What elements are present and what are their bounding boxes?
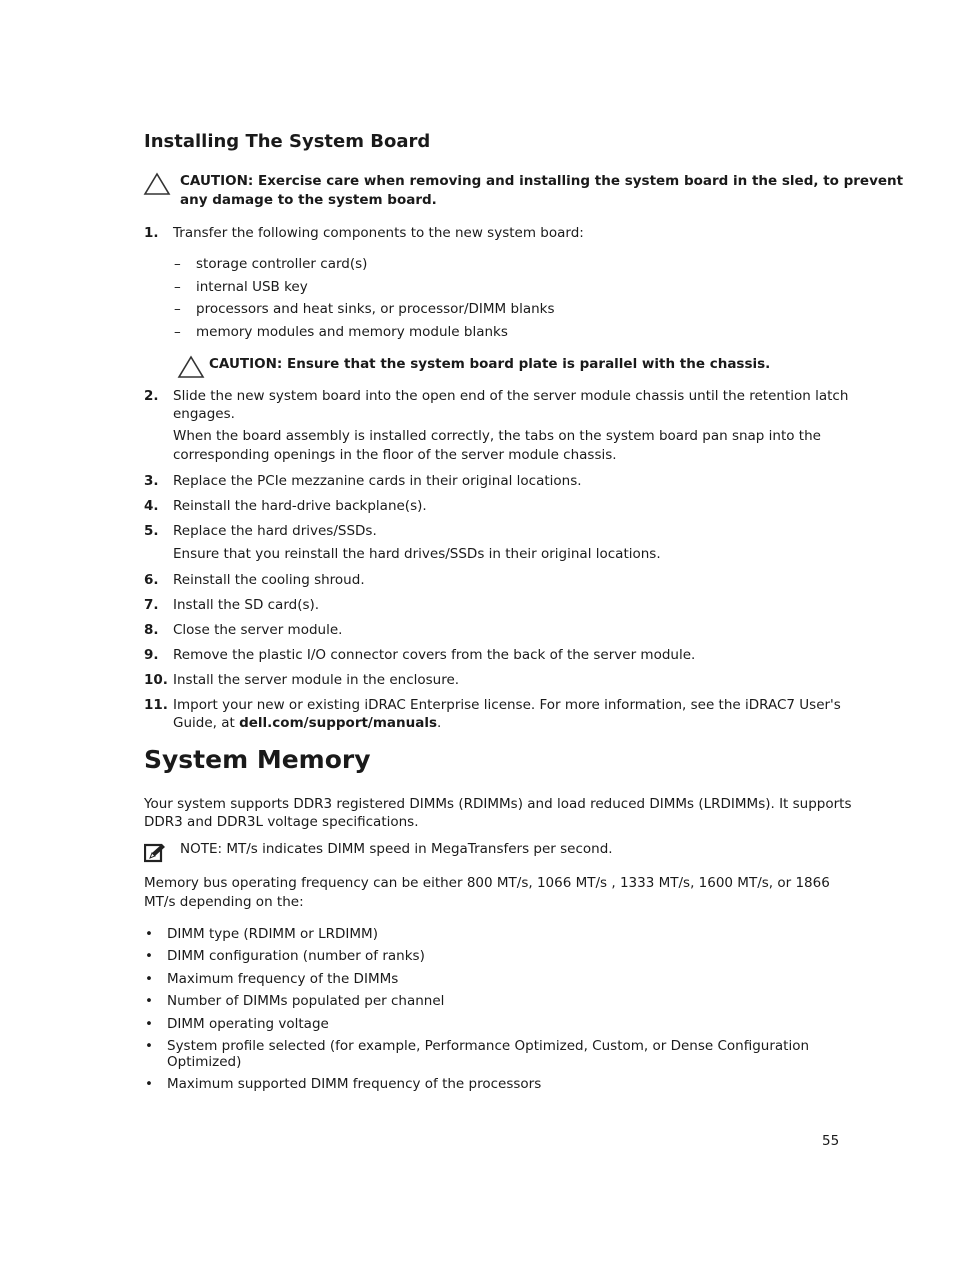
step-text: Reinstall the cooling shroud. bbox=[173, 572, 365, 588]
caution-triangle-icon bbox=[143, 172, 171, 196]
caution-triangle-icon bbox=[177, 355, 205, 379]
dash-marker: – bbox=[174, 301, 181, 317]
factor-item: Number of DIMMs populated per channel bbox=[167, 993, 445, 1009]
pencil-note-icon bbox=[144, 843, 166, 863]
note-line bbox=[180, 840, 613, 858]
chapter-heading: System Memory bbox=[144, 745, 371, 774]
bullet-marker: • bbox=[145, 948, 153, 964]
bullet-marker: • bbox=[145, 1076, 153, 1092]
note-label: NOTE: bbox=[180, 841, 223, 857]
bullet-marker: • bbox=[145, 993, 153, 1009]
step-number: 6. bbox=[144, 572, 159, 588]
step-text-prefix: Guide, at bbox=[173, 715, 240, 731]
caution-line-1: CAUTION: Exercise care when removing and installing the system board in the sled, to prevent bbox=[180, 173, 904, 189]
component-item: internal USB key bbox=[196, 279, 308, 295]
bullet-marker: • bbox=[145, 971, 153, 987]
step-number: 4. bbox=[144, 498, 159, 514]
factor-item: Maximum supported DIMM frequency of the processors bbox=[167, 1076, 542, 1092]
frequency-text: MT/s depending on the: bbox=[144, 894, 304, 910]
step-number: 7. bbox=[144, 597, 159, 613]
step-text: Replace the hard drives/SSDs. bbox=[173, 523, 377, 539]
dash-marker: – bbox=[174, 256, 181, 272]
step-number: 1. bbox=[144, 225, 159, 241]
dash-marker: – bbox=[174, 324, 181, 340]
factor-item-continued: Optimized) bbox=[167, 1054, 242, 1070]
bullet-marker: • bbox=[145, 926, 153, 942]
section-heading: Installing The System Board bbox=[144, 131, 431, 152]
component-item: memory modules and memory module blanks bbox=[196, 324, 508, 340]
factor-item: DIMM configuration (number of ranks) bbox=[167, 948, 425, 964]
step-number: 3. bbox=[144, 473, 159, 489]
step-number: 2. bbox=[144, 388, 159, 404]
step-number: 8. bbox=[144, 622, 159, 638]
step-text: Install the server module in the enclosure. bbox=[173, 672, 460, 688]
step-text: engages. bbox=[173, 406, 235, 422]
step-number: 11. bbox=[144, 697, 168, 713]
step-note: corresponding openings in the floor of the server module chassis. bbox=[173, 447, 617, 463]
note-text: MT/s indicates DIMM speed in MegaTransfers per second. bbox=[226, 841, 613, 857]
step-text: Remove the plastic I/O connector covers from the back of the server module. bbox=[173, 647, 696, 663]
step-text-suffix: . bbox=[437, 715, 442, 731]
step-text: Import your new or existing iDRAC Enterprise license. For more information, see the iDRAC7 User's bbox=[173, 697, 841, 713]
step-number: 10. bbox=[144, 672, 168, 688]
frequency-text: Memory bus operating frequency can be either 800 MT/s, 1066 MT/s , 1333 MT/s, 1600 MT/s, or 1866 bbox=[144, 875, 830, 891]
dash-marker: – bbox=[174, 279, 181, 295]
memory-intro: DDR3 and DDR3L voltage specifications. bbox=[144, 814, 419, 830]
memory-intro: Your system supports DDR3 registered DIMMs (RDIMMs) and load reduced DIMMs (LRDIMMs). It supports bbox=[144, 796, 852, 812]
bullet-marker: • bbox=[145, 1038, 153, 1054]
factor-item: Maximum frequency of the DIMMs bbox=[167, 971, 399, 987]
step-text: Close the server module. bbox=[173, 622, 343, 638]
page-number: 55 bbox=[822, 1133, 840, 1149]
caution-text: CAUTION: Ensure that the system board plate is parallel with the chassis. bbox=[209, 356, 771, 372]
step-number: 5. bbox=[144, 523, 159, 539]
bullet-marker: • bbox=[145, 1016, 153, 1032]
factor-item: DIMM operating voltage bbox=[167, 1016, 329, 1032]
step-note: When the board assembly is installed correctly, the tabs on the system board pan snap into the bbox=[173, 428, 821, 444]
manuals-link[interactable]: dell.com/support/manuals bbox=[239, 715, 438, 731]
factor-item: DIMM type (RDIMM or LRDIMM) bbox=[167, 926, 378, 942]
step-text-line bbox=[173, 714, 441, 732]
component-item: storage controller card(s) bbox=[196, 256, 368, 272]
component-item: processors and heat sinks, or processor/DIMM blanks bbox=[196, 301, 555, 317]
step-text: Reinstall the hard-drive backplane(s). bbox=[173, 498, 427, 514]
step-number: 9. bbox=[144, 647, 159, 663]
step-text: Slide the new system board into the open end of the server module chassis until the retention latch bbox=[173, 388, 849, 404]
step-text: Transfer the following components to the new system board: bbox=[173, 225, 584, 241]
step-text: Replace the PCIe mezzanine cards in their original locations. bbox=[173, 473, 582, 489]
step-note: Ensure that you reinstall the hard drives/SSDs in their original locations. bbox=[173, 546, 661, 562]
caution-line-2: any damage to the system board. bbox=[180, 192, 437, 208]
step-text: Install the SD card(s). bbox=[173, 597, 320, 613]
factor-item: System profile selected (for example, Performance Optimized, Custom, or Dense Configuration bbox=[167, 1038, 810, 1054]
